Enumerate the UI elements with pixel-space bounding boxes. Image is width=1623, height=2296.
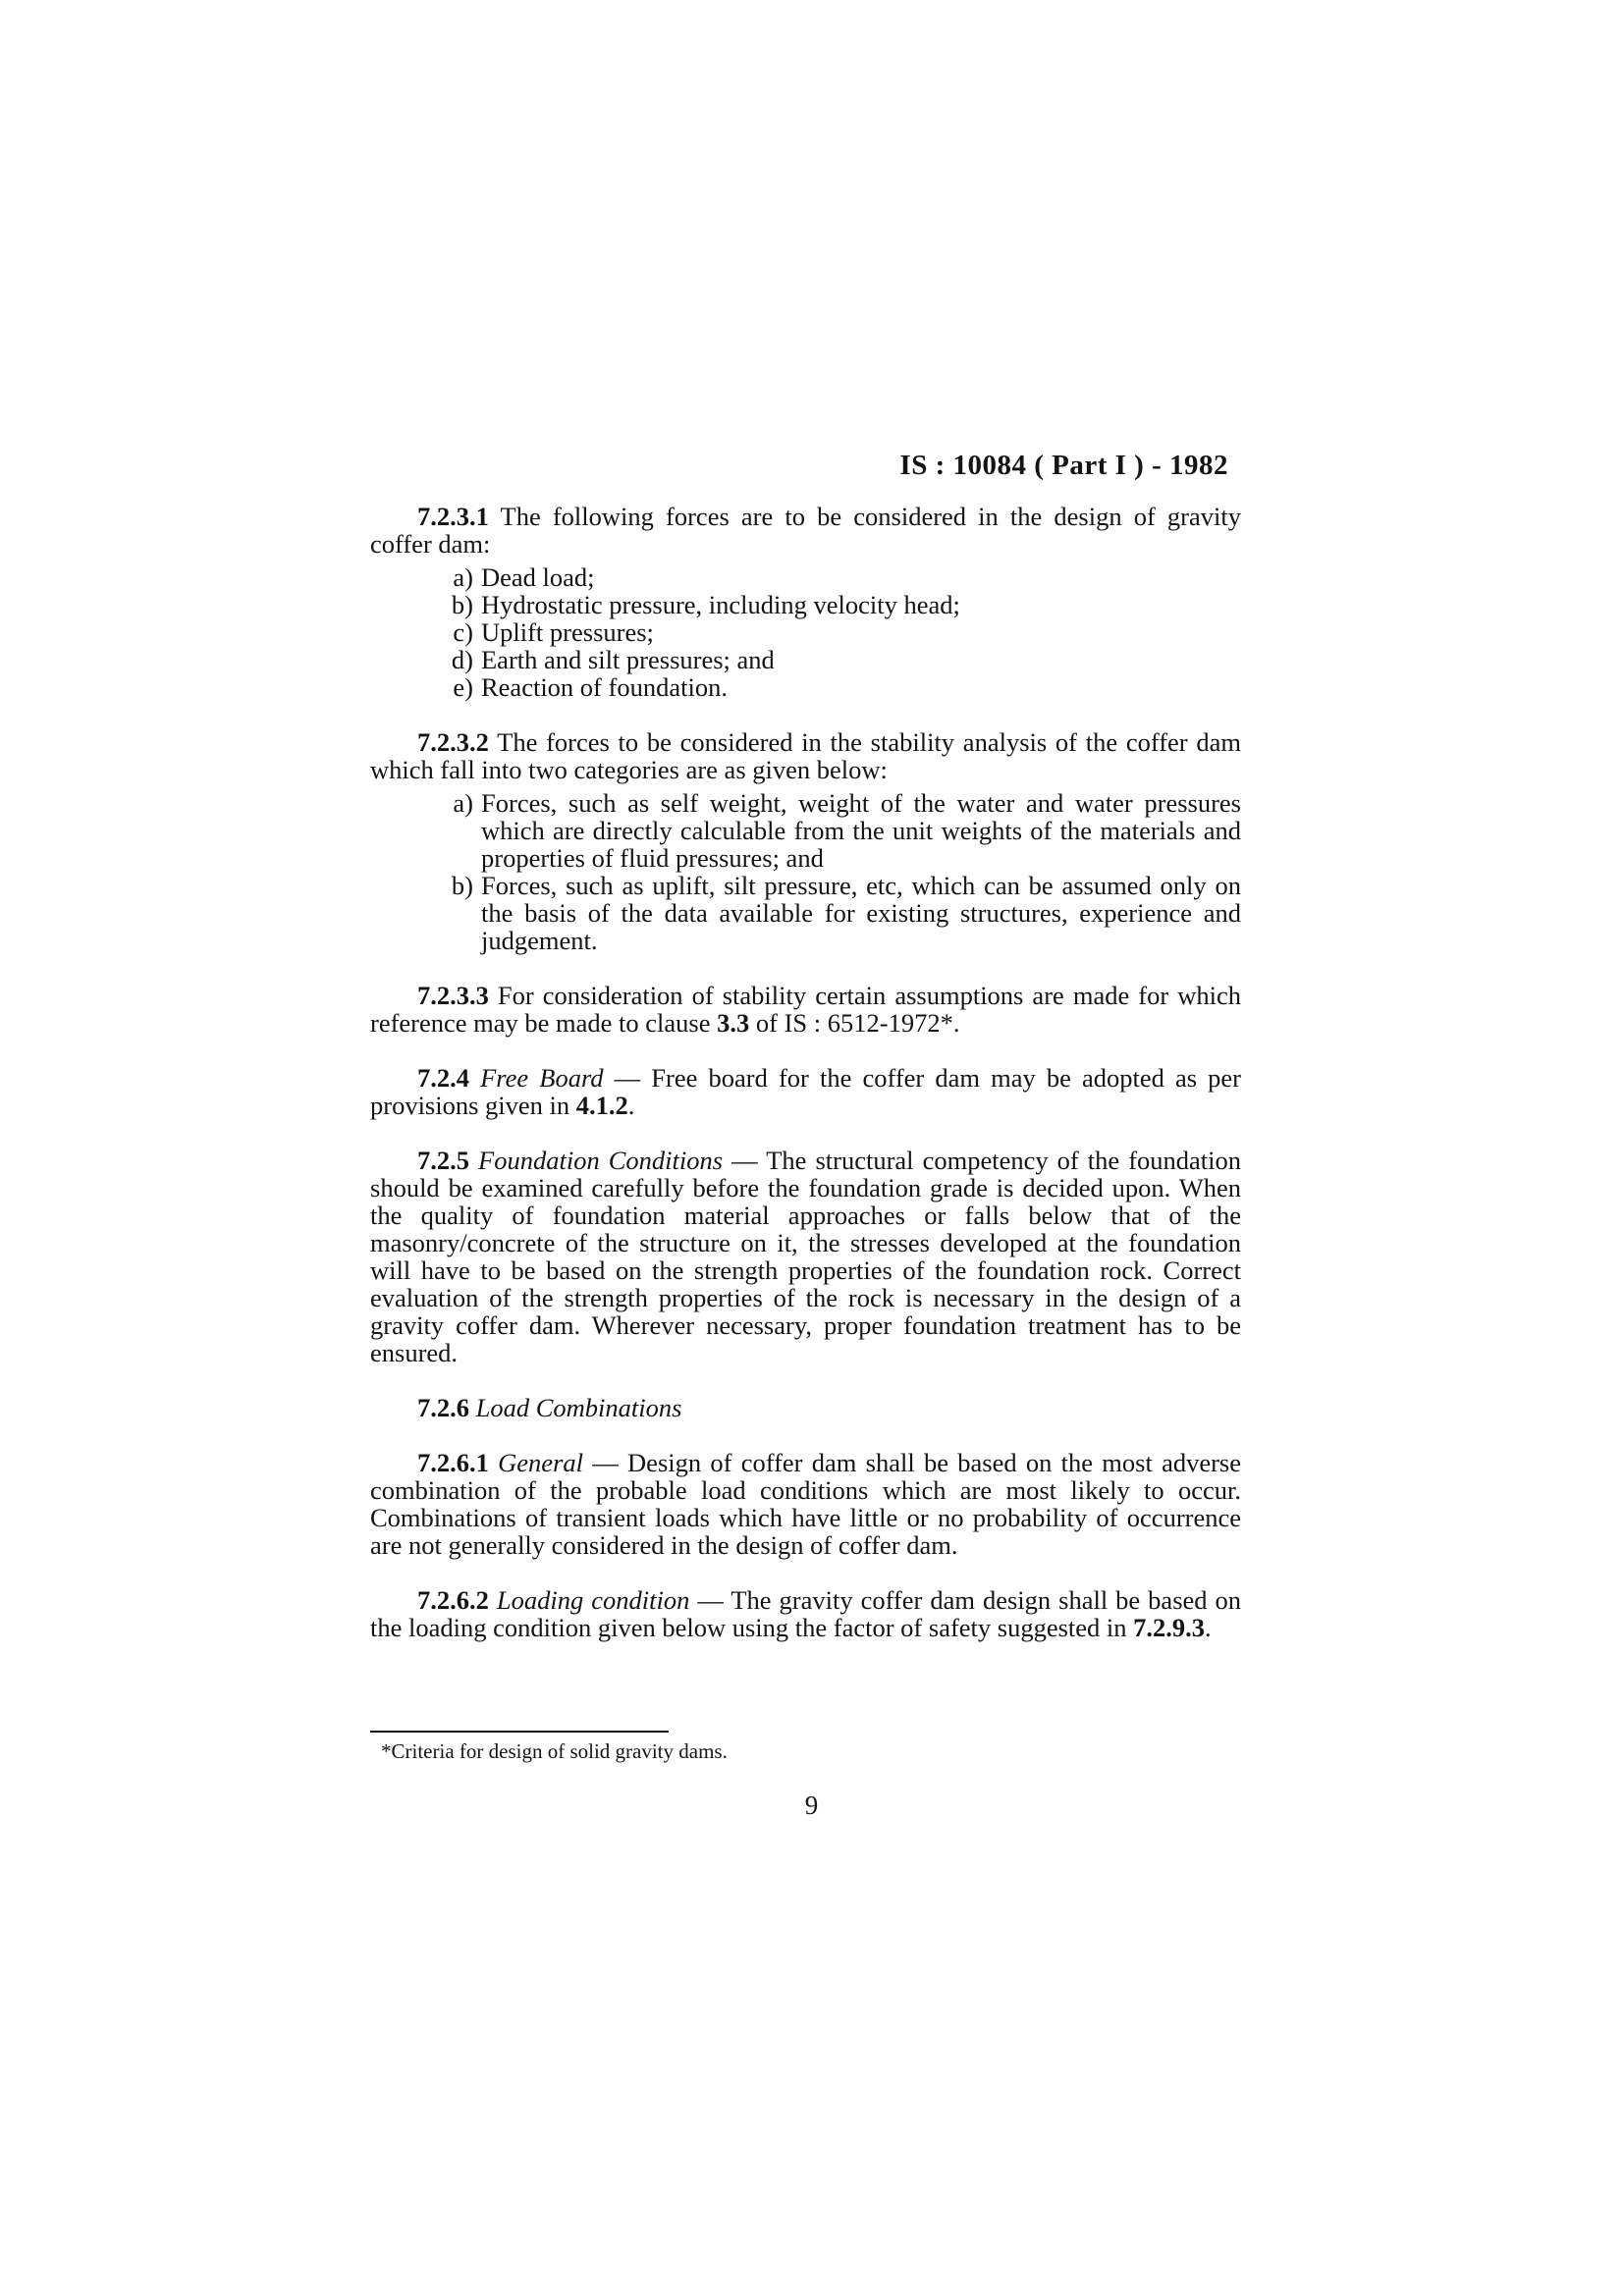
forces-list <box>370 563 1241 701</box>
clause-text: — Free board for the coffer dam may be adopted as per provisions given in <box>370 1063 1242 1120</box>
clause-text: For consideration of stability certain assumptions are made for which reference may be made to clause <box>370 981 1241 1038</box>
clause-title: Loading condition <box>496 1585 690 1615</box>
list-item-label: a) <box>453 788 473 818</box>
clause-number: 7.2.6 <box>417 1393 469 1422</box>
list-item-text: Uplift pressures; <box>481 617 654 647</box>
clause-text: of IS : 6512-1972*. <box>749 1008 960 1038</box>
list-item-text: Reaction of foundation. <box>481 672 728 702</box>
list-item-label: e) <box>453 672 473 702</box>
clause-text: The forces to be considered in the stability analysis of the coffer dam which fall into two categories are as given below: <box>370 727 1241 784</box>
list-item <box>370 789 1241 872</box>
clause-text: . <box>1205 1613 1212 1642</box>
list-item <box>370 591 1241 618</box>
list-item <box>370 563 1241 591</box>
document-body <box>370 503 1241 1641</box>
list-item-label: d) <box>451 645 473 674</box>
clause-title: Load Combinations <box>475 1393 682 1422</box>
list-item-text: Forces, such as self weight, weight of the water and water pressures which are directly calculable from the unit weights of the materials and properties of fluid pressures; and <box>481 788 1241 873</box>
clause-number: 7.2.3.3 <box>417 981 489 1010</box>
clause-7-2-6 <box>370 1394 1241 1421</box>
clause-number: 7.2.6.1 <box>417 1448 489 1477</box>
clause-7-2-6-1 <box>370 1449 1241 1559</box>
clause-number: 7.2.4 <box>417 1063 469 1093</box>
clause-number: 7.2.5 <box>417 1146 469 1175</box>
footnote: *Criteria for design of solid gravity dams. <box>381 1739 728 1763</box>
clause-7-2-3-2 <box>370 728 1241 783</box>
clause-text: . <box>627 1091 635 1120</box>
clause-title: General <box>498 1448 583 1477</box>
footnote-divider <box>370 1731 669 1733</box>
clause-text: — Design of coffer dam shall be based on the most adverse combination of the probable load conditions which are most likely to occur. Combinations of transient loads which have little or no probability of occurrence are not generally considered in the design of coffer dam. <box>370 1448 1242 1560</box>
list-item-label: c) <box>453 617 473 647</box>
clause-reference: 4.1.2 <box>575 1091 628 1120</box>
list-item-label: b) <box>451 590 473 619</box>
force-categories-list <box>370 789 1241 954</box>
list-item-text: Earth and silt pressures; and <box>481 645 775 674</box>
page-header: IS : 10084 ( Part I ) - 1982 <box>899 450 1228 481</box>
list-item <box>370 673 1241 701</box>
clause-number: 7.2.3.1 <box>417 502 489 531</box>
list-item-label: b) <box>451 871 473 900</box>
clause-7-2-6-2 <box>370 1586 1241 1641</box>
list-item <box>370 872 1241 954</box>
clause-number: 7.2.3.2 <box>417 727 489 757</box>
clause-title: Free Board <box>480 1063 604 1093</box>
clause-7-2-4 <box>370 1064 1241 1119</box>
list-item-text: Forces, such as uplift, silt pressure, etc, which can be assumed only on the basis of the data available for existing structures, experience and judgement. <box>481 871 1241 955</box>
list-item-label: a) <box>453 562 473 592</box>
list-item-text: Hydrostatic pressure, including velocity head; <box>481 590 960 619</box>
page-number: 9 <box>804 1790 819 1820</box>
clause-text: — The gravity coffer dam design shall be based on the loading condition given below using the factor of safety suggested in <box>370 1585 1242 1642</box>
clause-text: The following forces are to be considered in the design of gravity coffer dam: <box>370 502 1241 559</box>
list-item-text: Dead load; <box>481 562 595 592</box>
clause-7-2-5 <box>370 1147 1241 1366</box>
clause-7-2-3-1 <box>370 503 1241 558</box>
clause-reference: 3.3 <box>717 1008 750 1038</box>
list-item <box>370 646 1241 673</box>
clause-title: Foundation Conditions <box>478 1146 724 1175</box>
clause-7-2-3-3 <box>370 982 1241 1037</box>
clause-reference: 7.2.9.3 <box>1133 1613 1206 1642</box>
list-item <box>370 618 1241 646</box>
clause-number: 7.2.6.2 <box>417 1585 489 1615</box>
clause-text: — The structural competency of the foundation should be examined carefully before the foundation grade is decided upon. When the quality of foundation material approaches or falls below that of the masonry/concrete of the structure on it, the stresses developed at the foundation will have to be based on the strength properties of the foundation rock. Correct evaluation of the strength properties of the rock is necessary in the design of a gravity coffer dam. Wherever necessary, proper foundation treatment has to be ensured. <box>370 1146 1241 1367</box>
